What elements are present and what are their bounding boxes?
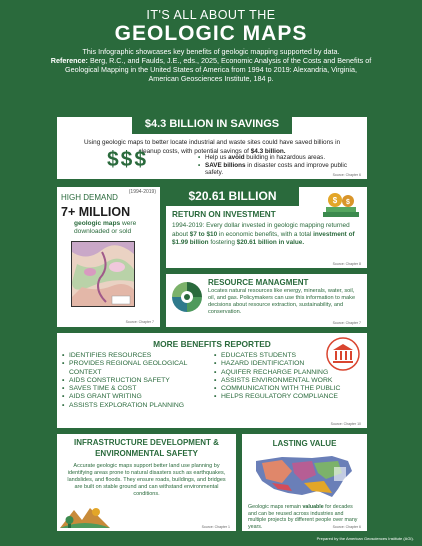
demand-label: HIGH DEMAND (61, 193, 118, 202)
infra-heading: INFRASTRUCTURE DEVELOPMENT & ENVIRONMENTAL SAFETY (74, 438, 219, 458)
landscape-illustration (60, 504, 110, 528)
list-item: • SAVES TIME & COST (61, 385, 209, 393)
savings-text: Using geologic maps to better locate industrial and waste sites could have saved billions in cleanup costs, with potential savings of $4.3 billion. (83, 139, 341, 155)
list-item: • IDENTIFIES RESOURCES (61, 352, 209, 360)
page-title: GEOLOGIC MAPS (114, 22, 308, 45)
lasting-value-panel (242, 434, 367, 531)
list-item: • HELPS REGULATORY COMPLIANCE (213, 393, 361, 401)
list-item: • ASSISTS EXPLORATION PLANNING (61, 402, 209, 410)
demand-desc: geologic maps were downloaded or sold (74, 220, 137, 235)
list-item: • ASSISTS ENVIRONMENTAL WORK (213, 377, 361, 385)
list-item: • AQUIFER RECHARGE PLANNING (213, 369, 361, 377)
source-note: Source: Chapter 6 (332, 173, 361, 177)
infra-text: Accurate geologic maps support better land use planning by identifying areas prone to natural disasters such as earthquakes, landslides, and floods. They ensure roads, buildings, and bridges are built on stable ground and can withstand environmental conditions. (67, 463, 226, 497)
usa-map-image (252, 451, 357, 501)
list-item: • PROVIDES REGIONAL GEOLOGICAL CONTEXT (61, 360, 209, 377)
list-item: • Help us avoid building in hazardous areas. (197, 154, 362, 162)
resource-wheel-icon (170, 280, 204, 314)
list-item: • HAZARD IDENTIFICATION (213, 360, 361, 368)
intro-text: This Infographic showcases key benefits of geologic mapping supported by data. (82, 47, 340, 56)
roi-panel (166, 187, 367, 268)
lasting-heading: LASTING VALUE (272, 439, 337, 448)
source-note: Source: Chapter 1 (201, 525, 230, 529)
roi-text: 1994-2019: Every dollar invested in geologic mapping returned about $7 to $10 in economic benefits, with a total investment of $1.99 billion fostering $20.61 billion in value. (172, 222, 355, 246)
courthouse-icon (325, 336, 361, 372)
title-top: IT'S ALL ABOUT THE (146, 8, 276, 22)
more-benefits-panel (57, 333, 367, 428)
list-item: • COMMUNICATION WITH THE PUBLIC (213, 385, 361, 393)
source-note: Source: Chapter 7 (332, 321, 361, 325)
roi-banner: $20.61 BILLION (166, 187, 299, 206)
reference (50, 56, 372, 83)
demand-panel (57, 187, 160, 327)
source-note: Source: Chapter 7 (125, 320, 154, 324)
source-note: Source: Chapter 8 (332, 262, 361, 266)
intro-block (50, 47, 372, 83)
money-bags-icon (321, 190, 361, 220)
footer-credit: Prepared by the American Geosciences Institute (AGI). (316, 536, 414, 541)
list-item: • AIDS CONSTRUCTION SAFETY (61, 377, 209, 385)
list-item: • AIDS GRANT WRITING (61, 393, 209, 401)
dollar-symbols-icon: $$$ (107, 148, 149, 171)
resource-panel (166, 274, 367, 327)
resource-text: Locates natural resources like energy, minerals, water, soil, oil, and gas. Policymakers can use this information to make decisions about resource extraction, sustainability, and conservation. (208, 288, 356, 315)
list-item: • EDUCATES STUDENTS (213, 352, 361, 360)
list-item: • SAVE billions in disaster costs and improve public safety. (197, 162, 362, 177)
demand-count: 7+ MILLION (61, 205, 131, 219)
reference-label: Reference: (50, 56, 88, 65)
resource-heading: RESOURCE MANAGMENT (208, 278, 309, 287)
geologic-map-image (71, 241, 135, 307)
reference-text: Berg, R.C., and Faulds, J.E., eds., 2025, Economic Analysis of the Costs and Benefits of Geological Mapping in the United States of America from 1994 to 2019: Alexandria, Virginia, American Geosciences Institute, 184 p. (65, 56, 372, 83)
svg-text:$: $ (346, 199, 350, 206)
lasting-text: Geologic maps remain valuable for decades and can be reused across industries and multiple projects by different people over many years. (248, 504, 358, 530)
savings-panel (57, 117, 367, 179)
source-note: Source: Chapter 6 (332, 525, 361, 529)
roi-heading: RETURN ON INVESTMENT (172, 210, 276, 219)
demand-period: (1994-2019) (128, 189, 156, 195)
more-left-list (61, 352, 209, 410)
savings-banner: $4.3 BILLION IN SAVINGS (132, 115, 292, 134)
source-note: Source: Chapter 10 (330, 422, 361, 426)
svg-text:$: $ (332, 196, 338, 205)
infrastructure-panel (57, 434, 236, 531)
more-heading: MORE BENEFITS REPORTED (153, 339, 271, 349)
